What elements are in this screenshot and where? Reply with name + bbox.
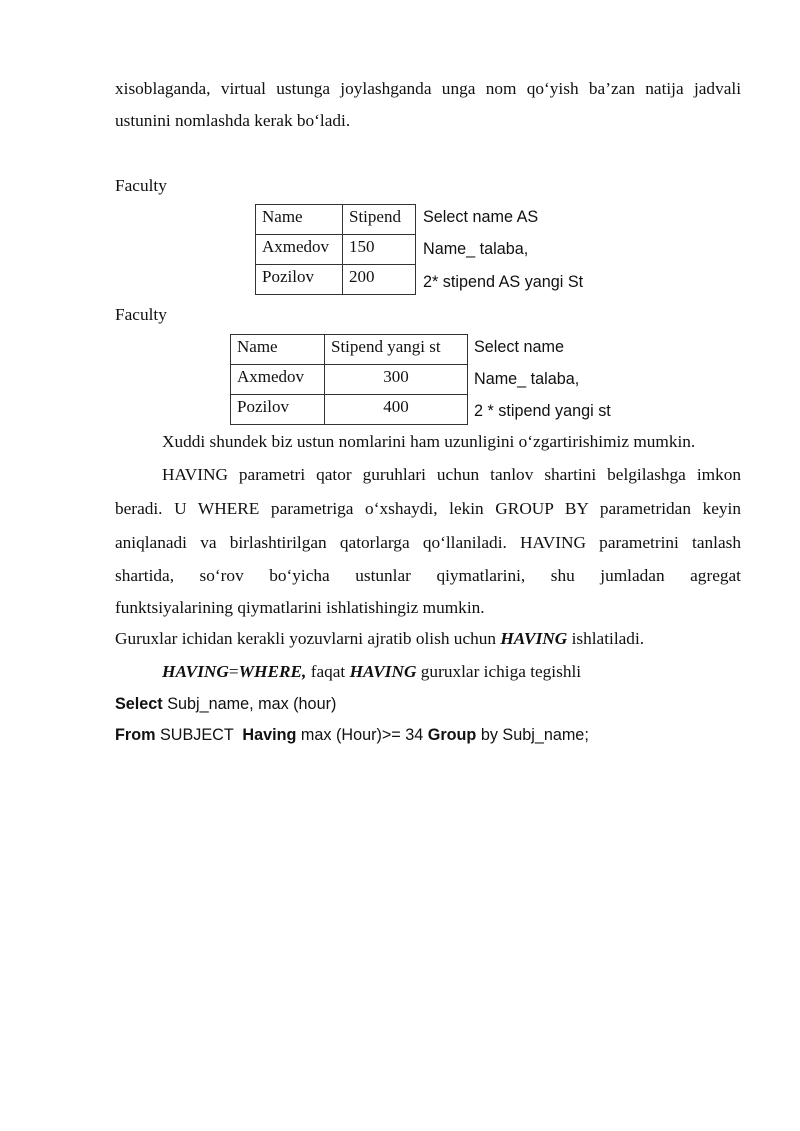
rename-paragraph: Xuddi shundek biz ustun nomlarini ham uzunligini o‘zgartirishimiz mumkin. — [162, 432, 696, 451]
compare-middle: faqat — [306, 662, 350, 681]
table-row — [256, 265, 416, 295]
table-cell: 150 — [343, 235, 416, 265]
query-2-line-3: 2 * stipend yangi st — [474, 402, 611, 420]
having-line-5: funktsiyalarining qiymatlarini ishlatishingiz mumkin. — [115, 598, 485, 617]
table-header-row — [231, 335, 468, 365]
from-keyword: From — [115, 726, 156, 744]
query-1-line-2: Name_ talaba, — [423, 240, 529, 258]
table-row — [231, 365, 468, 395]
having-line-1: HAVING parametri qator guruhlari uchun tanlov shartini belgilashga imkon — [162, 465, 741, 484]
column-header-name: Name — [256, 205, 343, 235]
intro-line-1: xisoblaganda, virtual ustunga joylashganda unga nom qo‘yish ba’zan natija jadvali — [115, 79, 741, 98]
having-clause: max (Hour)>= 34 — [296, 726, 428, 744]
table-cell: 300 — [325, 365, 468, 395]
table-cell: Axmedov — [256, 235, 343, 265]
table-row — [256, 235, 416, 265]
column-header-stipend: Stipend — [343, 205, 416, 235]
column-header-stipend-yangi-st: Stipend yangi st — [325, 335, 468, 365]
intro-line-2: ustunini nomlashda kerak bo‘ladi. — [115, 111, 351, 130]
groups-suffix: ishlatiladi. — [567, 629, 645, 648]
select-clause: Subj_name, max (hour) — [162, 695, 337, 713]
having-keyword: HAVING — [500, 629, 568, 648]
sql-select-line — [115, 695, 336, 714]
having-line-3: aniqlanadi va birlashtirilgan qatorlarga qo‘llaniladi. HAVING parametrini tanlash — [115, 533, 741, 552]
faculty-table-2 — [230, 334, 468, 425]
having-keyword: HAVING — [162, 662, 229, 681]
group-keyword: Group — [427, 726, 477, 744]
table-cell: Axmedov — [231, 365, 325, 395]
group-clause: by Subj_name; — [476, 726, 589, 744]
table-cell: 400 — [325, 395, 468, 425]
table-cell: Pozilov — [256, 265, 343, 295]
groups-line — [115, 629, 644, 649]
where-keyword: WHERE, — [238, 662, 307, 681]
compare-line — [162, 662, 581, 682]
having-line-4: shartida, so‘rov bo‘yicha ustunlar qiymatlarini, shu jumladan agregat — [115, 566, 741, 585]
equals-sign: = — [228, 662, 239, 681]
from-clause: SUBJECT — [155, 726, 243, 744]
query-2-line-2: Name_ talaba, — [474, 370, 580, 388]
query-1-line-3: 2* stipend AS yangi St — [423, 273, 584, 291]
having-line-2: beradi. U WHERE parametriga o‘xshaydi, lekin GROUP BY parametridan keyin — [115, 499, 741, 518]
faculty-heading-1: Faculty — [115, 176, 167, 195]
column-header-name: Name — [231, 335, 325, 365]
having-sql-keyword: Having — [242, 726, 297, 744]
faculty-table-1 — [255, 204, 416, 295]
table-header-row — [256, 205, 416, 235]
query-1-line-1: Select name AS — [423, 208, 539, 226]
table-row — [231, 395, 468, 425]
table-cell: 200 — [343, 265, 416, 295]
groups-prefix: Guruxlar ichidan kerakli yozuvlarni ajratib olish uchun — [115, 629, 501, 648]
faculty-heading-2: Faculty — [115, 305, 167, 324]
table-cell: Pozilov — [231, 395, 325, 425]
query-2-line-1: Select name — [474, 338, 564, 356]
sql-from-line — [115, 726, 589, 745]
having-keyword: HAVING — [349, 662, 417, 681]
select-keyword: Select — [115, 695, 163, 713]
compare-suffix: guruxlar ichiga tegishli — [416, 662, 582, 681]
